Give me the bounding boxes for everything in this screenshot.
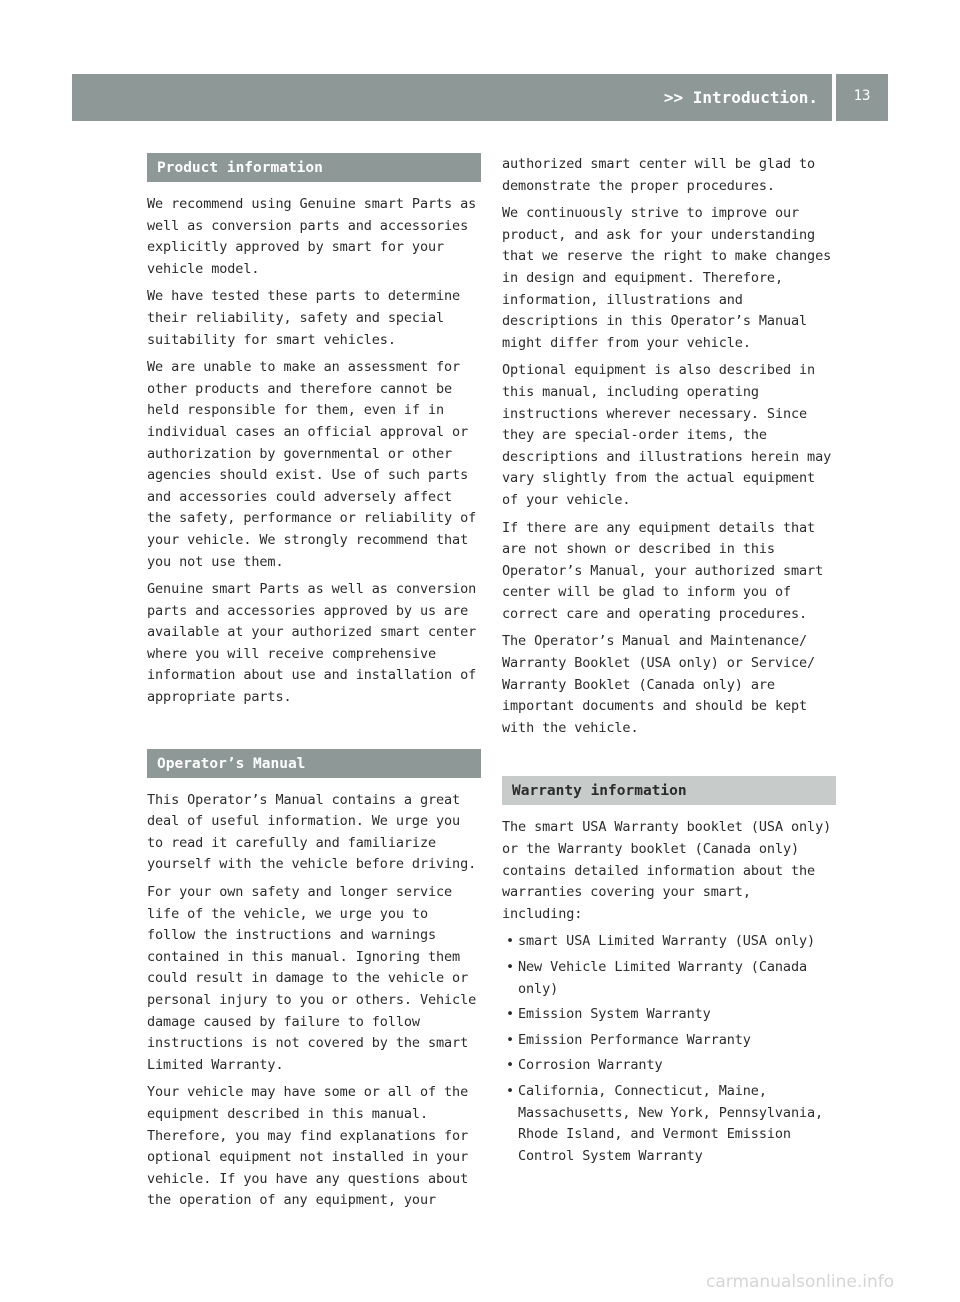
- list-item: [502, 1004, 836, 1026]
- list-item-text: Emission Performance Warranty: [518, 1031, 751, 1048]
- paragraph: This Operator’s Manual contains a great deal of useful information. We urge you to read it carefully and familiarize yourself with the vehicle before driving.: [147, 791, 477, 873]
- section-heading-operators-manual: Operator’s Manual: [147, 749, 481, 778]
- section-spacer: [502, 745, 836, 776]
- section-heading-product-information: Product information: [147, 153, 481, 182]
- paragraph: We recommend using Genuine smart Parts as well as conversion parts and accessories explicitly approved by smart for your vehicle model.: [147, 196, 477, 277]
- list-item: [502, 957, 836, 1000]
- paragraph: The Operator’s Manual and Maintenance/ Warranty Booklet (USA only) or Service/ Warranty Booklet (Canada only) are important documents and should be kept with the vehicle.: [502, 633, 816, 736]
- watermark: carmanualsonline.info: [706, 1272, 895, 1292]
- bullet-icon: •: [506, 1031, 515, 1048]
- bullet-icon: •: [506, 1006, 515, 1023]
- paragraph: Optional equipment is also described in this manual, including operating instructions wherever necessary. Since they are special-order items, the descriptions and illustrations herein may vary slightly from the actual equipment of your vehicle.: [502, 362, 832, 508]
- page-number: 13: [853, 88, 871, 104]
- paragraph: We continuously strive to improve our product, and ask for your understanding that we reserve the right to make changes in design and equipment. Therefore, information, illustrations and descriptions in this Operator’s Manual might differ from your vehicle.: [502, 205, 832, 351]
- paragraph: The smart USA Warranty booklet (USA only) or the Warranty booklet (Canada only) contains detailed information about the warranties covering your smart, including:: [502, 819, 832, 922]
- page-number-box: [836, 74, 888, 121]
- bullet-icon: •: [506, 959, 515, 975]
- list-item-text: Corrosion Warranty: [518, 1057, 663, 1074]
- header-bar: [72, 74, 832, 121]
- right-column: [502, 154, 836, 1171]
- paragraph: We are unable to make an assessment for other products and therefore cannot be held responsible for them, even if in individual cases an official approval or authorization by governmental or other agencies should exist. Use of such parts and accessories could adversely affect the safety, performance or reliability of your vehicle. We strongly recommend that you not use them.: [147, 359, 477, 570]
- paragraph: For your own safety and longer service life of the vehicle, we urge you to follow the instructions and warnings contained in this manual. Ignoring them could result in damage to the vehicle or personal injury to you or others. Vehicle damage caused by failure to follow instructions is not covered by the smart Limited Warranty.: [147, 884, 477, 1073]
- left-column: [147, 153, 481, 1218]
- paragraph: authorized smart center will be glad to demonstrate the proper procedures.: [502, 156, 816, 194]
- section-heading-warranty-information: Warranty information: [502, 776, 836, 805]
- bullet-icon: •: [506, 1057, 515, 1074]
- paragraph: If there are any equipment details that are not shown or described in this Operator’s Manual, your authorized smart center will be glad to inform you of correct care and operating procedures.: [502, 519, 824, 622]
- chapter-title: >> Introduction.: [663, 88, 818, 107]
- list-item-text: Emission System Warranty: [518, 1006, 711, 1023]
- section-spacer: [147, 715, 481, 749]
- paragraph: We have tested these parts to determine their reliability, safety and special suitability for smart vehicles.: [147, 288, 461, 348]
- list-item: [502, 1081, 836, 1167]
- list-item: [502, 1030, 836, 1052]
- bullet-icon: •: [506, 933, 515, 950]
- paragraph: Genuine smart Parts as well as conversion parts and accessories approved by us are available at your authorized smart center where you will receive comprehensive information about use and installation of appropriate parts.: [147, 581, 477, 706]
- list-item-text: New Vehicle Limited Warranty (Canada only): [518, 959, 807, 997]
- warranty-list: [502, 931, 836, 1167]
- paragraph: Your vehicle may have some or all of the equipment described in this manual. Therefore, you may find explanations for optional equipment not installed in your vehicle. If you have any questions about the operation of any equipment, your: [147, 1084, 469, 1209]
- list-item: [502, 1055, 836, 1077]
- list-item: [502, 931, 836, 953]
- list-item-text: California, Connecticut, Maine, Massachusetts, New York, Pennsylvania, Rhode Island, and Vermont Emission Control System Warranty: [518, 1082, 824, 1164]
- list-item-text: smart USA Limited Warranty (USA only): [518, 933, 816, 950]
- bullet-icon: •: [506, 1082, 515, 1099]
